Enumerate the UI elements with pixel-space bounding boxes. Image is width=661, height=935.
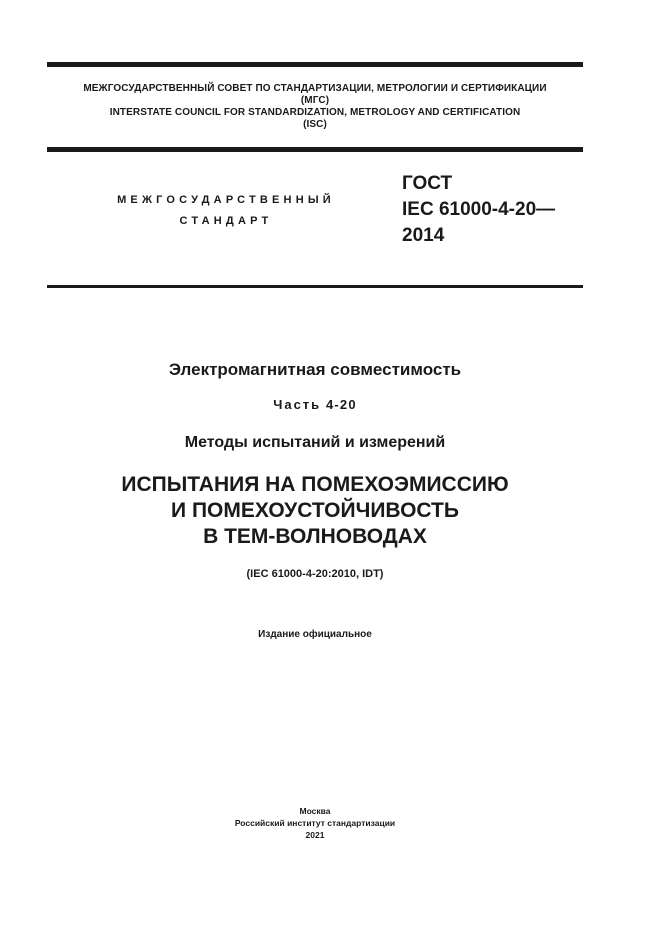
designation-rule [47, 285, 583, 288]
standard-kind-line1: МЕЖГОСУДАРСТВЕННЫЙ [117, 194, 335, 206]
edition-label: Издание официальное [258, 629, 372, 640]
designation-number: IEC 61000-4-20— [402, 199, 556, 220]
designation-gost: ГОСТ [402, 173, 453, 194]
part-word: Часть [273, 397, 322, 412]
document-title [47, 472, 583, 550]
imprint [47, 805, 583, 841]
council-header [47, 83, 583, 131]
title-line2: И ПОМЕХОУСТОЙЧИВОСТЬ [171, 499, 459, 522]
top-rule [47, 62, 583, 67]
standard-kind-line2: СТАНДАРТ [179, 215, 273, 227]
identity-reference: (IEC 61000-4-20:2010, IDT) [246, 568, 384, 580]
standard-designation [402, 171, 555, 249]
title-line3: В ТЕМ-ВОЛНОВОДАХ [203, 525, 427, 548]
council-abbr-ru: (МГС) [300, 95, 330, 106]
council-abbr-en: (ISC) [303, 119, 327, 130]
part-number: 4-20 [325, 397, 357, 412]
document-part [47, 397, 583, 413]
document-subtitle: Методы испытаний и измерений [184, 434, 446, 451]
standard-kind [100, 190, 352, 232]
title-line1: ИСПЫТАНИЯ НА ПОМЕХОЭМИССИЮ [121, 473, 509, 496]
council-rule [47, 147, 583, 152]
imprint-publisher: Российский институт стандартизации [234, 818, 396, 828]
document-field: Электромагнитная совместимость [168, 360, 462, 379]
imprint-city: Москва [299, 806, 331, 816]
council-name-ru: МЕЖГОСУДАРСТВЕННЫЙ СОВЕТ ПО СТАНДАРТИЗАЦИИ, МЕТРОЛОГИИ И СЕРТИФИКАЦИИ [83, 83, 547, 94]
designation-year: 2014 [402, 225, 445, 246]
imprint-year: 2021 [305, 830, 325, 840]
council-name-en: INTERSTATE COUNCIL FOR STANDARDIZATION, METROLOGY AND CERTIFICATION [109, 107, 521, 118]
